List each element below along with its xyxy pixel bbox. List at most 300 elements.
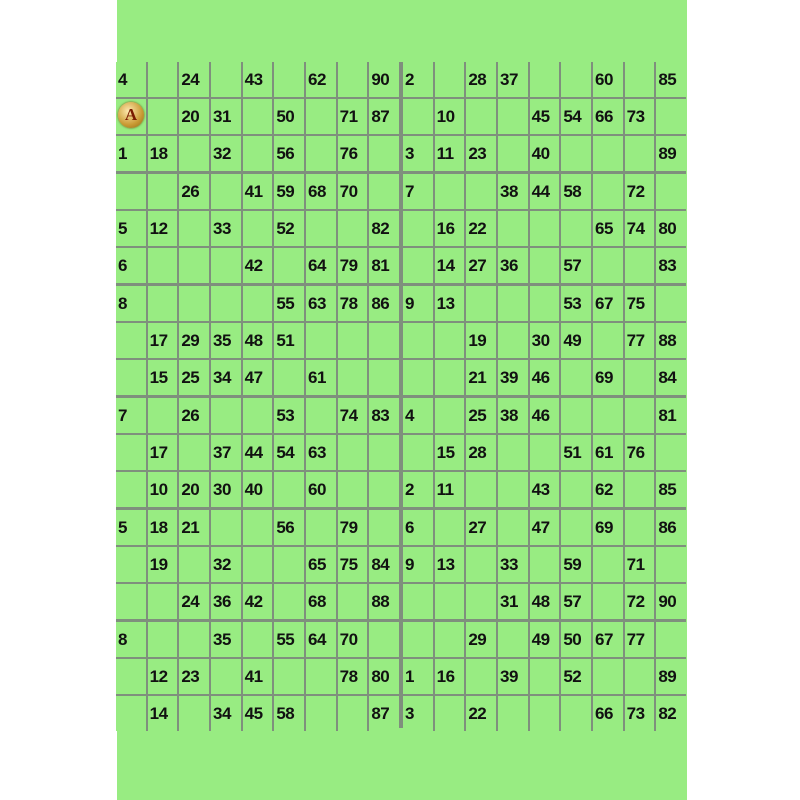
number-cell: 35 xyxy=(211,323,241,358)
number-cell: 31 xyxy=(498,584,528,619)
empty-cell xyxy=(116,174,146,209)
empty-cell xyxy=(530,435,560,470)
number-cell: 64 xyxy=(306,622,336,657)
empty-cell xyxy=(593,584,623,619)
number-cell: 20 xyxy=(179,472,209,507)
empty-cell xyxy=(403,435,433,470)
bingo-card-sheet xyxy=(116,62,686,728)
number-cell: 70 xyxy=(338,622,368,657)
empty-cell xyxy=(369,622,399,657)
empty-cell xyxy=(656,435,686,470)
number-cell: 39 xyxy=(498,659,528,694)
number-cell: 45 xyxy=(243,696,273,731)
empty-cell xyxy=(211,286,241,321)
empty-cell xyxy=(179,622,209,657)
empty-cell xyxy=(148,248,178,283)
number-cell: 59 xyxy=(561,547,591,582)
number-cell: 61 xyxy=(593,435,623,470)
empty-cell xyxy=(369,435,399,470)
number-cell: 28 xyxy=(466,435,496,470)
empty-cell xyxy=(116,360,146,395)
number-cell: 23 xyxy=(179,659,209,694)
number-cell: 83 xyxy=(369,398,399,433)
empty-cell xyxy=(306,510,336,545)
empty-cell xyxy=(274,472,304,507)
number-cell: 87 xyxy=(369,696,399,731)
empty-cell xyxy=(369,510,399,545)
empty-cell xyxy=(498,136,528,171)
number-cell: 27 xyxy=(466,510,496,545)
empty-cell xyxy=(593,659,623,694)
empty-cell xyxy=(148,174,178,209)
number-cell: 66 xyxy=(593,696,623,731)
number-cell: 79 xyxy=(338,248,368,283)
empty-cell xyxy=(593,136,623,171)
number-cell: 33 xyxy=(498,547,528,582)
number-cell: 36 xyxy=(211,584,241,619)
number-cell: 46 xyxy=(530,360,560,395)
number-cell: 76 xyxy=(625,435,655,470)
number-cell: 52 xyxy=(561,659,591,694)
number-cell: 54 xyxy=(274,435,304,470)
empty-cell xyxy=(338,360,368,395)
number-cell: 51 xyxy=(274,323,304,358)
number-cell: 62 xyxy=(306,62,336,97)
number-cell: 74 xyxy=(338,398,368,433)
empty-cell xyxy=(274,360,304,395)
empty-cell xyxy=(338,472,368,507)
number-cell: 52 xyxy=(274,211,304,246)
number-cell: 78 xyxy=(338,286,368,321)
number-cell: 10 xyxy=(435,99,465,134)
number-cell: 17 xyxy=(148,435,178,470)
number-cell: 84 xyxy=(369,547,399,582)
bingo-card xyxy=(403,174,686,283)
empty-cell xyxy=(625,398,655,433)
bingo-card xyxy=(403,398,686,507)
number-cell: 19 xyxy=(466,323,496,358)
number-cell: 37 xyxy=(498,62,528,97)
empty-cell xyxy=(530,286,560,321)
empty-cell xyxy=(211,174,241,209)
number-cell: 1 xyxy=(403,659,433,694)
empty-cell xyxy=(561,398,591,433)
number-cell: 21 xyxy=(179,510,209,545)
bingo-card xyxy=(116,622,399,731)
empty-cell xyxy=(338,323,368,358)
empty-cell xyxy=(338,62,368,97)
number-cell: 22 xyxy=(466,696,496,731)
number-cell: 9 xyxy=(403,286,433,321)
number-cell: 88 xyxy=(656,323,686,358)
empty-cell xyxy=(625,659,655,694)
number-cell: 68 xyxy=(306,584,336,619)
empty-cell xyxy=(403,622,433,657)
number-cell: 49 xyxy=(561,323,591,358)
empty-cell xyxy=(656,286,686,321)
number-cell: 39 xyxy=(498,360,528,395)
number-cell: 14 xyxy=(435,248,465,283)
number-cell: 27 xyxy=(466,248,496,283)
empty-cell xyxy=(656,99,686,134)
empty-cell xyxy=(593,248,623,283)
empty-cell xyxy=(625,248,655,283)
bingo-card xyxy=(403,510,686,619)
empty-cell xyxy=(116,547,146,582)
empty-cell xyxy=(530,547,560,582)
empty-cell xyxy=(403,323,433,358)
empty-cell xyxy=(561,696,591,731)
empty-cell xyxy=(403,584,433,619)
empty-cell xyxy=(561,360,591,395)
number-cell: 2 xyxy=(403,472,433,507)
number-cell: 19 xyxy=(148,547,178,582)
number-cell: 6 xyxy=(116,248,146,283)
empty-cell xyxy=(243,211,273,246)
empty-cell xyxy=(498,435,528,470)
number-cell: 66 xyxy=(593,99,623,134)
number-cell: 41 xyxy=(243,659,273,694)
number-cell: 72 xyxy=(625,584,655,619)
number-cell: 55 xyxy=(274,286,304,321)
number-cell: 10 xyxy=(148,472,178,507)
number-cell: 72 xyxy=(625,174,655,209)
number-cell: 31 xyxy=(211,99,241,134)
empty-cell xyxy=(435,622,465,657)
number-cell: 59 xyxy=(274,174,304,209)
gold-seal-icon xyxy=(118,102,144,128)
empty-cell xyxy=(116,696,146,731)
number-cell: 33 xyxy=(211,211,241,246)
number-cell: 17 xyxy=(148,323,178,358)
number-cell: 49 xyxy=(530,622,560,657)
number-cell: 63 xyxy=(306,286,336,321)
number-cell: 14 xyxy=(148,696,178,731)
bingo-card xyxy=(116,286,399,395)
number-cell: 80 xyxy=(656,211,686,246)
number-cell: 34 xyxy=(211,360,241,395)
number-cell: 16 xyxy=(435,659,465,694)
empty-cell xyxy=(625,360,655,395)
empty-cell xyxy=(593,323,623,358)
number-cell: 13 xyxy=(435,286,465,321)
number-cell: 36 xyxy=(498,248,528,283)
empty-cell xyxy=(498,472,528,507)
empty-cell xyxy=(435,510,465,545)
empty-cell xyxy=(466,659,496,694)
number-cell: 67 xyxy=(593,622,623,657)
empty-cell xyxy=(148,622,178,657)
number-cell: 73 xyxy=(625,696,655,731)
number-cell: 50 xyxy=(274,99,304,134)
number-cell: 60 xyxy=(306,472,336,507)
number-cell: 46 xyxy=(530,398,560,433)
number-cell: 40 xyxy=(243,472,273,507)
empty-cell xyxy=(593,547,623,582)
empty-cell xyxy=(435,584,465,619)
empty-cell xyxy=(593,398,623,433)
number-cell: 4 xyxy=(403,398,433,433)
number-cell: 3 xyxy=(403,136,433,171)
number-cell: 34 xyxy=(211,696,241,731)
number-cell: 32 xyxy=(211,136,241,171)
number-cell: 5 xyxy=(116,510,146,545)
number-cell: 86 xyxy=(656,510,686,545)
empty-cell xyxy=(530,248,560,283)
empty-cell xyxy=(116,472,146,507)
empty-cell xyxy=(530,659,560,694)
empty-cell xyxy=(179,286,209,321)
number-cell: 57 xyxy=(561,248,591,283)
number-cell: 84 xyxy=(656,360,686,395)
number-cell: 11 xyxy=(435,136,465,171)
empty-cell xyxy=(306,99,336,134)
number-cell: 56 xyxy=(274,510,304,545)
number-cell: 20 xyxy=(179,99,209,134)
empty-cell xyxy=(466,99,496,134)
number-cell: 45 xyxy=(530,99,560,134)
empty-cell xyxy=(435,398,465,433)
empty-cell xyxy=(243,398,273,433)
empty-cell xyxy=(530,62,560,97)
empty-cell xyxy=(656,547,686,582)
number-cell: 15 xyxy=(435,435,465,470)
number-cell: 42 xyxy=(243,584,273,619)
empty-cell xyxy=(179,696,209,731)
number-cell: 62 xyxy=(593,472,623,507)
number-cell: 1 xyxy=(116,136,146,171)
number-cell: 29 xyxy=(466,622,496,657)
empty-cell xyxy=(561,62,591,97)
number-cell: 73 xyxy=(625,99,655,134)
empty-cell xyxy=(435,696,465,731)
empty-cell xyxy=(466,174,496,209)
number-cell: 11 xyxy=(435,472,465,507)
number-cell: 40 xyxy=(530,136,560,171)
empty-cell xyxy=(243,286,273,321)
empty-cell xyxy=(211,659,241,694)
empty-cell xyxy=(561,211,591,246)
number-cell: 71 xyxy=(338,99,368,134)
empty-cell xyxy=(306,398,336,433)
number-cell: 44 xyxy=(530,174,560,209)
bingo-card xyxy=(116,398,399,507)
empty-cell xyxy=(243,99,273,134)
bingo-card xyxy=(403,622,686,731)
number-cell: 69 xyxy=(593,510,623,545)
empty-cell xyxy=(498,211,528,246)
empty-cell xyxy=(498,286,528,321)
number-cell: 82 xyxy=(656,696,686,731)
number-cell: 87 xyxy=(369,99,399,134)
number-cell: 58 xyxy=(561,174,591,209)
bingo-card xyxy=(116,510,399,619)
number-cell: 18 xyxy=(148,136,178,171)
empty-cell xyxy=(466,547,496,582)
empty-cell xyxy=(498,323,528,358)
number-cell: 79 xyxy=(338,510,368,545)
empty-cell xyxy=(243,510,273,545)
bingo-card xyxy=(116,62,399,171)
number-cell: 81 xyxy=(369,248,399,283)
empty-cell xyxy=(435,360,465,395)
empty-cell xyxy=(435,174,465,209)
empty-cell xyxy=(306,323,336,358)
empty-cell xyxy=(369,472,399,507)
number-cell: 74 xyxy=(625,211,655,246)
number-cell: 80 xyxy=(369,659,399,694)
empty-cell xyxy=(211,398,241,433)
empty-cell xyxy=(148,398,178,433)
number-cell: 53 xyxy=(561,286,591,321)
number-cell: 6 xyxy=(403,510,433,545)
number-cell: 7 xyxy=(403,174,433,209)
number-cell: 83 xyxy=(656,248,686,283)
number-cell: 24 xyxy=(179,584,209,619)
empty-cell xyxy=(369,136,399,171)
number-cell: 22 xyxy=(466,211,496,246)
number-cell: 50 xyxy=(561,622,591,657)
number-cell: 38 xyxy=(498,398,528,433)
empty-cell xyxy=(306,696,336,731)
number-cell: 47 xyxy=(530,510,560,545)
number-cell: 64 xyxy=(306,248,336,283)
empty-cell xyxy=(274,248,304,283)
empty-cell xyxy=(466,472,496,507)
number-cell: 37 xyxy=(211,435,241,470)
empty-cell xyxy=(306,211,336,246)
number-cell: 8 xyxy=(116,622,146,657)
number-cell: 12 xyxy=(148,211,178,246)
number-cell: 24 xyxy=(179,62,209,97)
number-cell: 54 xyxy=(561,99,591,134)
number-cell: 90 xyxy=(656,584,686,619)
number-cell: 16 xyxy=(435,211,465,246)
number-cell: 82 xyxy=(369,211,399,246)
empty-cell xyxy=(561,136,591,171)
empty-cell xyxy=(116,323,146,358)
number-cell: 5 xyxy=(116,211,146,246)
number-cell: 65 xyxy=(306,547,336,582)
number-cell: 68 xyxy=(306,174,336,209)
empty-cell xyxy=(498,696,528,731)
number-cell: 81 xyxy=(656,398,686,433)
number-cell: 86 xyxy=(369,286,399,321)
empty-cell xyxy=(403,99,433,134)
empty-cell xyxy=(561,472,591,507)
number-cell: 85 xyxy=(656,472,686,507)
number-cell: 53 xyxy=(274,398,304,433)
number-cell: 71 xyxy=(625,547,655,582)
number-cell: 4 xyxy=(116,62,146,97)
empty-cell xyxy=(435,323,465,358)
number-cell: 67 xyxy=(593,286,623,321)
empty-cell xyxy=(116,584,146,619)
empty-cell xyxy=(625,62,655,97)
number-cell: 35 xyxy=(211,622,241,657)
number-cell: 25 xyxy=(466,398,496,433)
number-cell: 43 xyxy=(530,472,560,507)
empty-cell xyxy=(211,248,241,283)
empty-cell xyxy=(498,510,528,545)
empty-cell xyxy=(338,584,368,619)
number-cell: 77 xyxy=(625,323,655,358)
number-cell: 3 xyxy=(403,696,433,731)
empty-cell xyxy=(116,435,146,470)
empty-cell xyxy=(179,248,209,283)
number-cell: 26 xyxy=(179,398,209,433)
empty-cell xyxy=(243,136,273,171)
empty-cell xyxy=(435,62,465,97)
number-cell: 57 xyxy=(561,584,591,619)
number-cell: 89 xyxy=(656,659,686,694)
empty-cell xyxy=(561,510,591,545)
empty-cell xyxy=(498,99,528,134)
number-cell: 75 xyxy=(625,286,655,321)
empty-cell xyxy=(179,136,209,171)
number-cell: 65 xyxy=(593,211,623,246)
bingo-card xyxy=(403,62,686,171)
number-cell: 42 xyxy=(243,248,273,283)
empty-cell xyxy=(625,510,655,545)
number-cell: 32 xyxy=(211,547,241,582)
empty-cell xyxy=(243,622,273,657)
empty-cell xyxy=(148,62,178,97)
empty-cell xyxy=(274,547,304,582)
empty-cell xyxy=(656,174,686,209)
empty-cell xyxy=(148,584,178,619)
number-cell: 58 xyxy=(274,696,304,731)
empty-cell xyxy=(179,211,209,246)
bingo-card xyxy=(403,286,686,395)
empty-cell xyxy=(656,622,686,657)
number-cell: 55 xyxy=(274,622,304,657)
empty-cell xyxy=(274,584,304,619)
number-cell: 12 xyxy=(148,659,178,694)
number-cell: 8 xyxy=(116,286,146,321)
empty-cell xyxy=(306,659,336,694)
number-cell: 56 xyxy=(274,136,304,171)
number-cell: 26 xyxy=(179,174,209,209)
number-cell: 43 xyxy=(243,62,273,97)
empty-cell xyxy=(148,286,178,321)
empty-cell xyxy=(148,99,178,134)
number-cell: 13 xyxy=(435,547,465,582)
number-cell: 23 xyxy=(466,136,496,171)
empty-cell xyxy=(274,659,304,694)
number-cell: 25 xyxy=(179,360,209,395)
empty-cell xyxy=(274,62,304,97)
empty-cell xyxy=(625,136,655,171)
badge-letter: A xyxy=(124,105,138,124)
empty-cell xyxy=(466,584,496,619)
empty-cell xyxy=(338,211,368,246)
empty-cell xyxy=(403,211,433,246)
number-cell: 78 xyxy=(338,659,368,694)
number-cell: 21 xyxy=(466,360,496,395)
number-cell: 75 xyxy=(338,547,368,582)
empty-cell xyxy=(403,248,433,283)
empty-cell xyxy=(179,547,209,582)
number-cell: 44 xyxy=(243,435,273,470)
empty-cell xyxy=(498,622,528,657)
empty-cell xyxy=(530,696,560,731)
number-cell: 30 xyxy=(211,472,241,507)
number-cell: 47 xyxy=(243,360,273,395)
number-cell: 85 xyxy=(656,62,686,97)
number-cell: 61 xyxy=(306,360,336,395)
empty-cell xyxy=(369,360,399,395)
